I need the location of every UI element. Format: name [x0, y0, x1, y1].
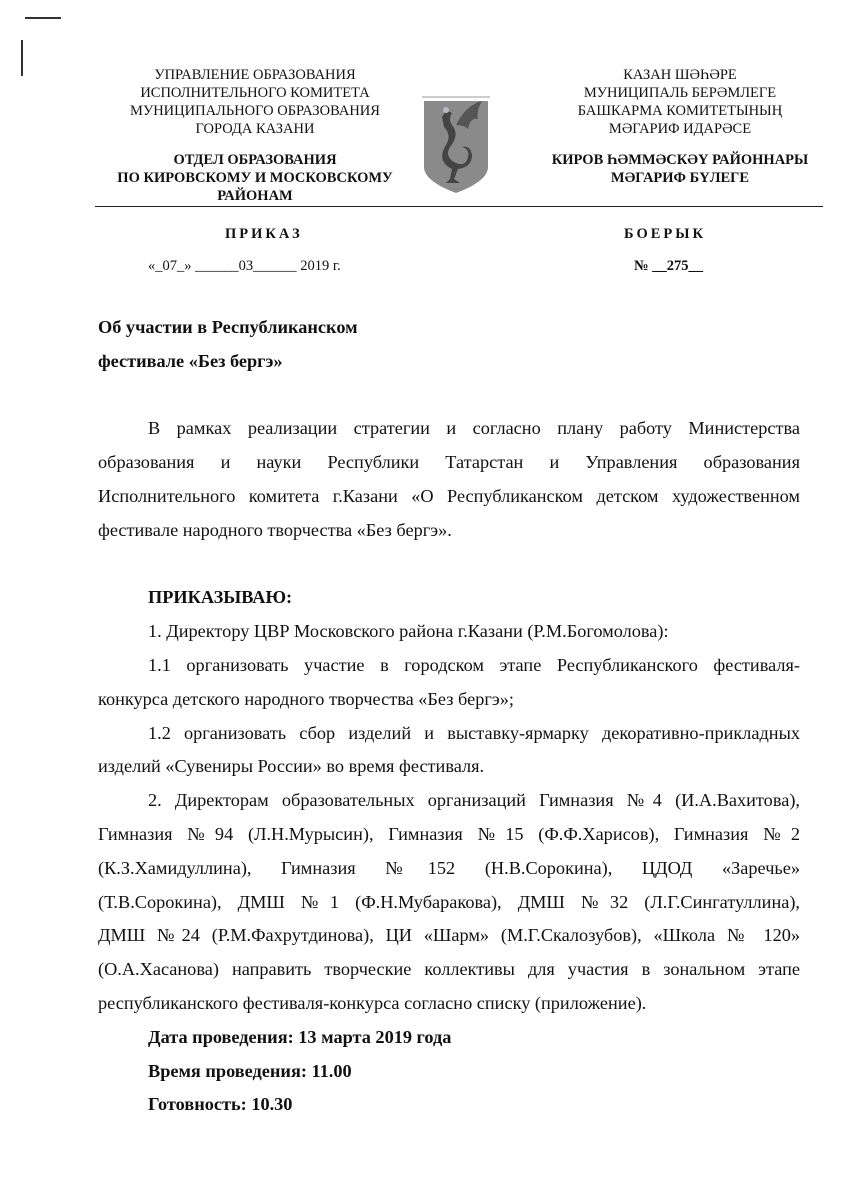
header-line: ГОРОДА КАЗАНИ	[195, 121, 315, 137]
department-name-tt: КИРОВ ҺӘММӘСКӘҮ РАЙОННАРЫ	[551, 152, 809, 168]
document-body	[98, 311, 800, 1122]
department-name-tt: МӘГАРИФ БҮЛЕГЕ	[610, 170, 750, 186]
item-1: 1. Директору ЦВР Московского района г.Казани (Р.М.Богомолова):	[148, 621, 669, 642]
scan-mark	[21, 40, 23, 76]
department-name: ПО КИРОВСКОМУ И МОСКОВСКОМУ	[117, 170, 393, 186]
order-date: «_07_» ______03______ 2019 г.	[148, 258, 341, 274]
document-title: фестивале «Без бергэ»	[98, 350, 283, 371]
header-line: МУНИЦИПАЛЬНОГО ОБРАЗОВАНИЯ	[130, 103, 380, 119]
item-2: (О.А.Хасанова) направить творческие коллективы для участия в зональном этапе	[98, 959, 800, 980]
order-label-tt: БОЕРЫК	[624, 226, 707, 242]
document-title: Об участии в Республиканском	[98, 317, 358, 337]
coat-of-arms-icon	[420, 95, 492, 195]
event-time: Время проведения: 11.00	[148, 1060, 352, 1081]
department-name: ОТДЕЛ ОБРАЗОВАНИЯ	[173, 152, 337, 168]
department-name: РАЙОНАМ	[217, 188, 293, 204]
intro-line: фестивале народного творчества «Без бергэ».	[98, 519, 452, 540]
item-1-1: конкурса детского народного творчества «Без бергэ»;	[98, 688, 514, 709]
header-line: КАЗАН ШӘҺӘРЕ	[623, 67, 737, 83]
item-1-1: 1.1 организовать участие в городском этапе Республиканского фестиваля-	[148, 654, 800, 675]
header-line: МУНИЦИПАЛЬ БЕРӘМЛЕГЕ	[583, 85, 777, 101]
item-2: ДМШ №24 (Р.М.Фахрутдинова), ЦИ «Шарм» (М.Г.Скалозубов), «Школа № 120»	[98, 925, 800, 946]
readiness-time: Готовность: 10.30	[148, 1094, 293, 1115]
intro-line: образования и науки Республики Татарстан и Управления образования	[98, 452, 800, 473]
header-line: БАШКАРМА КОМИТЕТЫНЫҢ	[577, 103, 783, 119]
header-right	[520, 66, 840, 187]
order-label: ПРИКАЗ	[225, 226, 303, 242]
header-line: УПРАВЛЕНИЕ ОБРАЗОВАНИЯ	[154, 67, 356, 83]
item-2: 2. Директорам образовательных организаций Гимназия №4 (И.А.Вахитова),	[148, 790, 800, 811]
scan-mark	[25, 17, 61, 19]
item-2: (К.З.Хамидуллина), Гимназия №152 (Н.В.Сорокина), ЦДОД «Заречье»	[98, 857, 800, 878]
item-2: (Т.В.Сорокина), ДМШ №1 (Ф.Н.Мубаракова), ДМШ №32 (Л.Г.Сингатуллина),	[98, 891, 800, 912]
item-1-2: 1.2 организовать сбор изделий и выставку-ярмарку декоративно-прикладных	[148, 722, 800, 743]
item-2: Гимназия №94 (Л.Н.Мурысин), Гимназия №15 (Ф.Ф.Харисов), Гимназия №2	[98, 823, 800, 844]
header-left	[95, 66, 415, 205]
order-word: ПРИКАЗЫВАЮ:	[148, 587, 293, 608]
header-divider	[95, 206, 823, 207]
intro-line: Исполнительного комитета г.Казани «О Республиканском детском художественном	[98, 485, 800, 506]
item-1-2: изделий «Сувениры России» во время фестиваля.	[98, 756, 485, 777]
item-2: республиканского фестиваля-конкурса согласно списку (приложение).	[98, 992, 647, 1013]
event-date: Дата проведения: 13 марта 2019 года	[148, 1026, 452, 1047]
header-line: ИСПОЛНИТЕЛЬНОГО КОМИТЕТА	[140, 85, 370, 101]
intro-line: В рамках реализации стратегии и согласно плану работу Министерства	[148, 418, 800, 439]
order-number: № __275__	[634, 258, 703, 274]
header-line: МӘГАРИФ ИДАРӘСЕ	[608, 121, 752, 137]
